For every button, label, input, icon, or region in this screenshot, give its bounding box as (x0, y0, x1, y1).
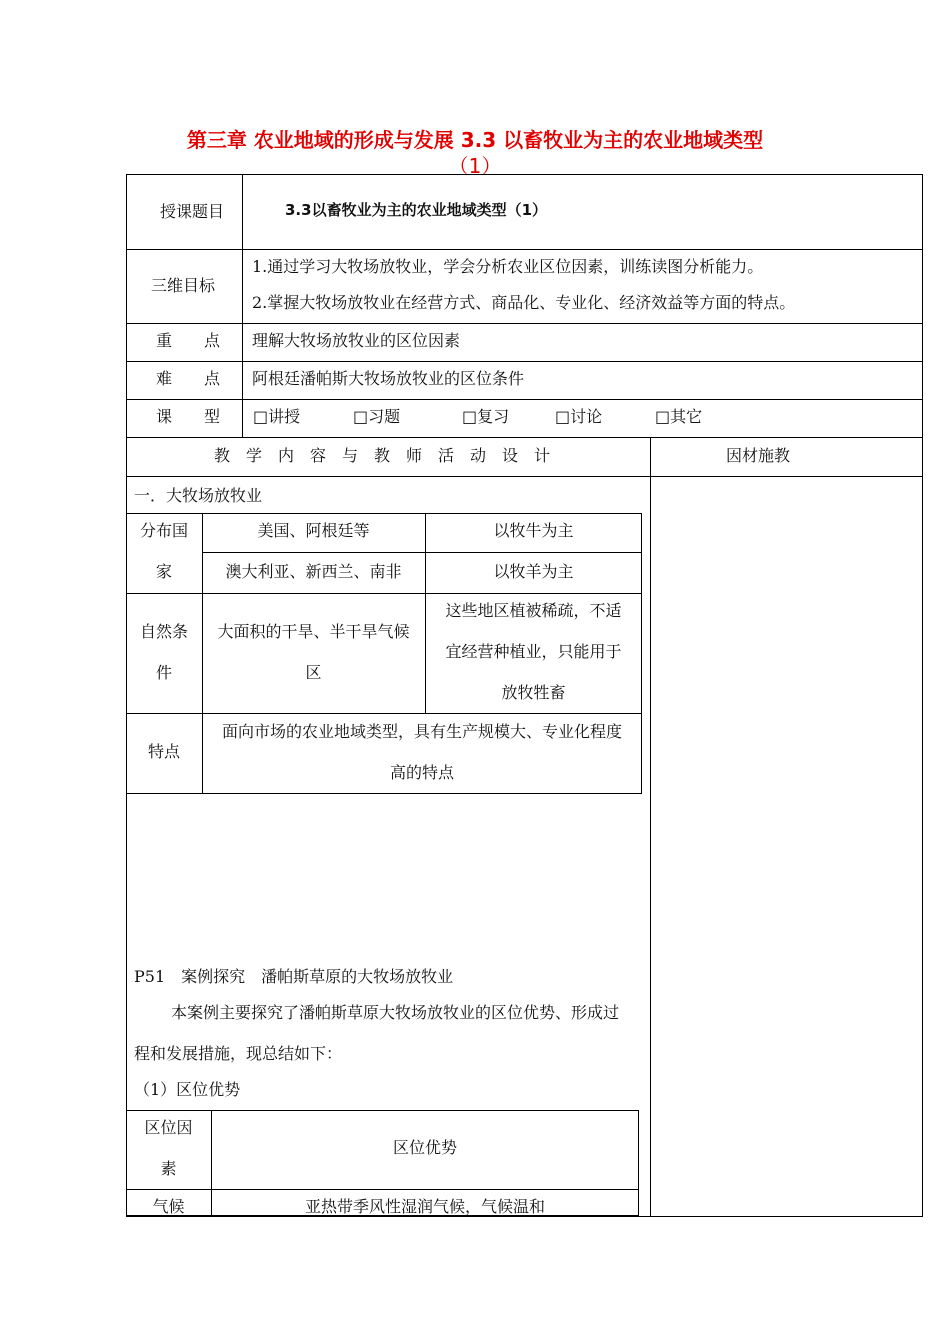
cell-countries-sheep: 澳大利亚、新西兰、南非 (225, 562, 402, 581)
natural-vegetation-line2: 宜经营种植业，只能用于 (445, 642, 622, 661)
section-heading: 一．大牧场放牧业 (134, 486, 263, 505)
natural-climate-line2: 区 (305, 663, 322, 682)
case-study-heading: P51 案例探究 潘帕斯草原的大牧场放牧业 (134, 967, 454, 986)
distribution-label-line1: 分布国 (139, 521, 188, 540)
natural-label-line1: 自然条 (139, 622, 188, 641)
goal-2: 2.掌握大牧场放牧业在经营方式、商品化、专业化、经济效益等方面的特点。 (252, 293, 796, 312)
document-title: 第三章 农业地域的形成与发展 3.3 以畜牧业为主的农业地域类型 (186, 128, 764, 152)
natural-vegetation-line1: 这些地区植被稀疏，不适 (445, 601, 622, 620)
lesson-type-discussion[interactable]: □讨论 (555, 407, 603, 426)
cell-sheep: 以牧羊为主 (493, 562, 574, 581)
design-column-header: 教 学 内 容 与 教 师 活 动 设 计 (214, 446, 551, 465)
feature-line1: 面向市场的农业地域类型，具有生产规模大、专业化程度 (221, 722, 622, 741)
difficulty-label: 难 点 (156, 369, 221, 388)
natural-vegetation-line3: 放牧牲畜 (501, 683, 566, 702)
climate-value: 亚热带季风性湿润气候，气候温和 (304, 1197, 545, 1216)
feature-label: 特点 (147, 742, 180, 761)
factor-label-line2: 素 (160, 1159, 177, 1178)
topic-label: 授课题目 (160, 202, 225, 221)
factor-label-line1: 区位因 (144, 1118, 193, 1137)
advantage-label: 区位优势 (392, 1138, 457, 1157)
document-title-suffix: （1） (448, 154, 502, 178)
lesson-type-label: 课 型 (156, 407, 221, 426)
distribution-label-line2: 家 (155, 562, 172, 581)
climate-label: 气候 (152, 1197, 185, 1216)
lesson-type-other[interactable]: □其它 (655, 407, 703, 426)
lesson-type-exercise[interactable]: □习题 (353, 407, 401, 426)
case-study-paragraph-line1: 本案例主要探究了潘帕斯草原大牧场放牧业的区位优势、形成过 (171, 1003, 620, 1022)
location-advantage-heading: （1）区位优势 (134, 1080, 241, 1099)
goals-label: 三维目标 (151, 276, 216, 295)
topic-value: 3.3以畜牧业为主的农业地域类型（1） (285, 201, 548, 219)
case-study-paragraph-line2: 程和发展措施，现总结如下： (134, 1044, 343, 1063)
natural-label-line2: 件 (155, 663, 172, 682)
lesson-type-lecture[interactable]: □讲授 (253, 407, 301, 426)
natural-climate-line1: 大面积的干旱、半干旱气候 (217, 622, 410, 641)
key-point-value: 理解大牧场放牧业的区位因素 (252, 331, 461, 350)
cell-countries-cattle: 美国、阿根廷等 (257, 521, 370, 540)
difficulty-value: 阿根廷潘帕斯大牧场放牧业的区位条件 (252, 369, 525, 388)
adapt-column-header: 因材施教 (726, 446, 791, 465)
cell-cattle: 以牧牛为主 (493, 521, 574, 540)
lesson-type-review[interactable]: □复习 (462, 407, 510, 426)
goal-1: 1.通过学习大牧场放牧业，学会分析农业区位因素，训练读图分析能力。 (252, 257, 764, 276)
key-point-label: 重 点 (156, 331, 221, 350)
feature-line2: 高的特点 (389, 763, 454, 782)
